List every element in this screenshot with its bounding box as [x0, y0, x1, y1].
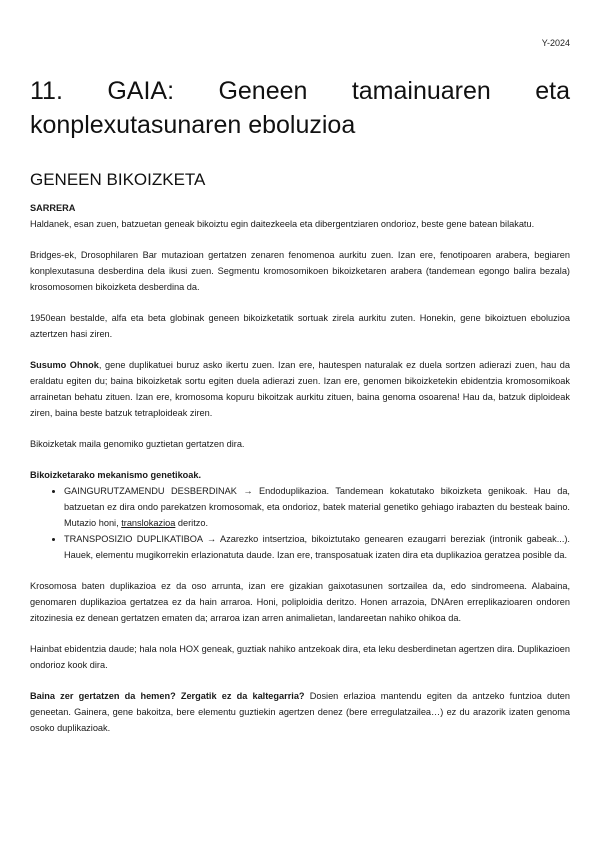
paragraph-dosage [30, 688, 570, 736]
paragraph-ohno [30, 357, 570, 421]
sarrera-heading: SARRERA [30, 203, 76, 213]
paragraph-genomic-levels: Bikoizketak maila genomiko guztietan gertatzen dira. [30, 439, 245, 449]
list-item: • GAINGURUTZAMENDU DESBERDINAK → Endoduplikazioa. Tandemean kokatutako bikoizketa genikoak. Hau da, batzuetan ez dira ondo parekatzen kromosomak, eta ondorioz, batek material genetiko gehiago irabazten du besteak baino. Mutazio honi, translokazioa deritzo. [64, 483, 570, 531]
dosage-question: Baina zer gertatzen da hemen? Zergatik ez da kaltegarria? [30, 691, 305, 701]
paragraph-hox: Hainbat ebidentzia daude; hala nola HOX geneak, guztiak nahiko antzekoak dira, eta leku desberdinetan agertzen dira. Duplikazioen ondorioz kook dira. [30, 644, 570, 670]
title-line-1: 11. GAIA: Geneen tamainuaren eta [30, 77, 570, 105]
mechanisms-heading: Bikoizketarako mekanismo genetikoak. [30, 470, 202, 480]
paragraph-bridges: Bridges-ek, Drosophilaren Bar mutazioan gertatzen zenaren fenomenoa aurkitu zuen. Izan ere, fenotipoaren arabera, begiaren konplexutasuna desberdina dela ikusi zuen. Segmentu kromosomikoen bikoizketaren arabera (tandemean egongo balira bezala) krosomosomen bikoizketa desberdina da. [30, 250, 570, 292]
dosage-text: Dosien erlazioa mantendu egiten da antzeko funtzioa duten geneetan. Gainera, gene bakoitza, bere elementu guztiekin agertzen denez (bere erregulatzailea…) ez du arazorik izaten genoma osoko duplikazioak. [30, 691, 570, 733]
mechanisms-list [30, 483, 570, 563]
paragraph-haldane: Haldanek, esan zuen, batzuetan geneak bikoiztu egin daitezkeela eta dibergentziaren ondorioz, beste gene batean bilakatu. [30, 219, 535, 229]
document-body [30, 200, 570, 751]
paragraph-polyploidy: Krosomosa baten duplikazioa ez da oso arrunta, izan ere gizakian gaixotasunen sortzailea da, edo sindromeena. Alabaina, genomaren duplikazioa gertatzea ez da hain arraroa. Honi, poliploidia deritzo. Honen arrazoia, DNAren erreplikazioaren ondoren zitozinesia ez denean gertatzen ematen da; arraroa izan arren animalietan, landareetan nahiko ohikoa da. [30, 581, 570, 623]
page-title [30, 74, 570, 142]
title-line-2: konplexutasunaren eboluzioa [30, 111, 356, 139]
page-header-label: Y-2024 [541, 38, 570, 48]
translokazioa-link[interactable]: translokazioa [121, 518, 176, 528]
section-heading: GENEEN BIKOIZKETA [30, 170, 206, 189]
ohno-text: , gene duplikatuei buruz asko ikertu zuen. Izan ere, hautespen naturalak ez duela sortzen adierazi zuen, hau da eraldatu egiten du; baina bikoizketak sortu egiten duela adierazi zuen. Izan ere, genomen bikoizketekin ebidentzia kromosomikoak arrainetan behatu zituen. Izan ere, kromosoma kopuru bikoitzak aurkitu zituen, baina genoma osoarena! Hau da, batzuk diploideak ziren, baina beste batzuk tetraploideak ziren. [30, 360, 570, 418]
ohno-name: Susumo Ohnok [30, 360, 99, 370]
paragraph-globin: 1950ean bestalde, alfa eta beta globinak geneen bikoizketatik sortuak zirela aurkitu zuten. Honekin, gene bikoiztuen eboluzioa aztertzen hasi ziren. [30, 313, 570, 339]
list-item: • TRANSPOSIZIO DUPLIKATIBOA → Azarezko intsertzioa, bikoiztutako genearen ezaugarri bereziak (intronik gabeak...). Hauek, elementu mugikorrekin erlazionatuta daude. Izan ere, transposatuak izaten dira eta duplikazioa geratzea posible da. [64, 531, 570, 563]
